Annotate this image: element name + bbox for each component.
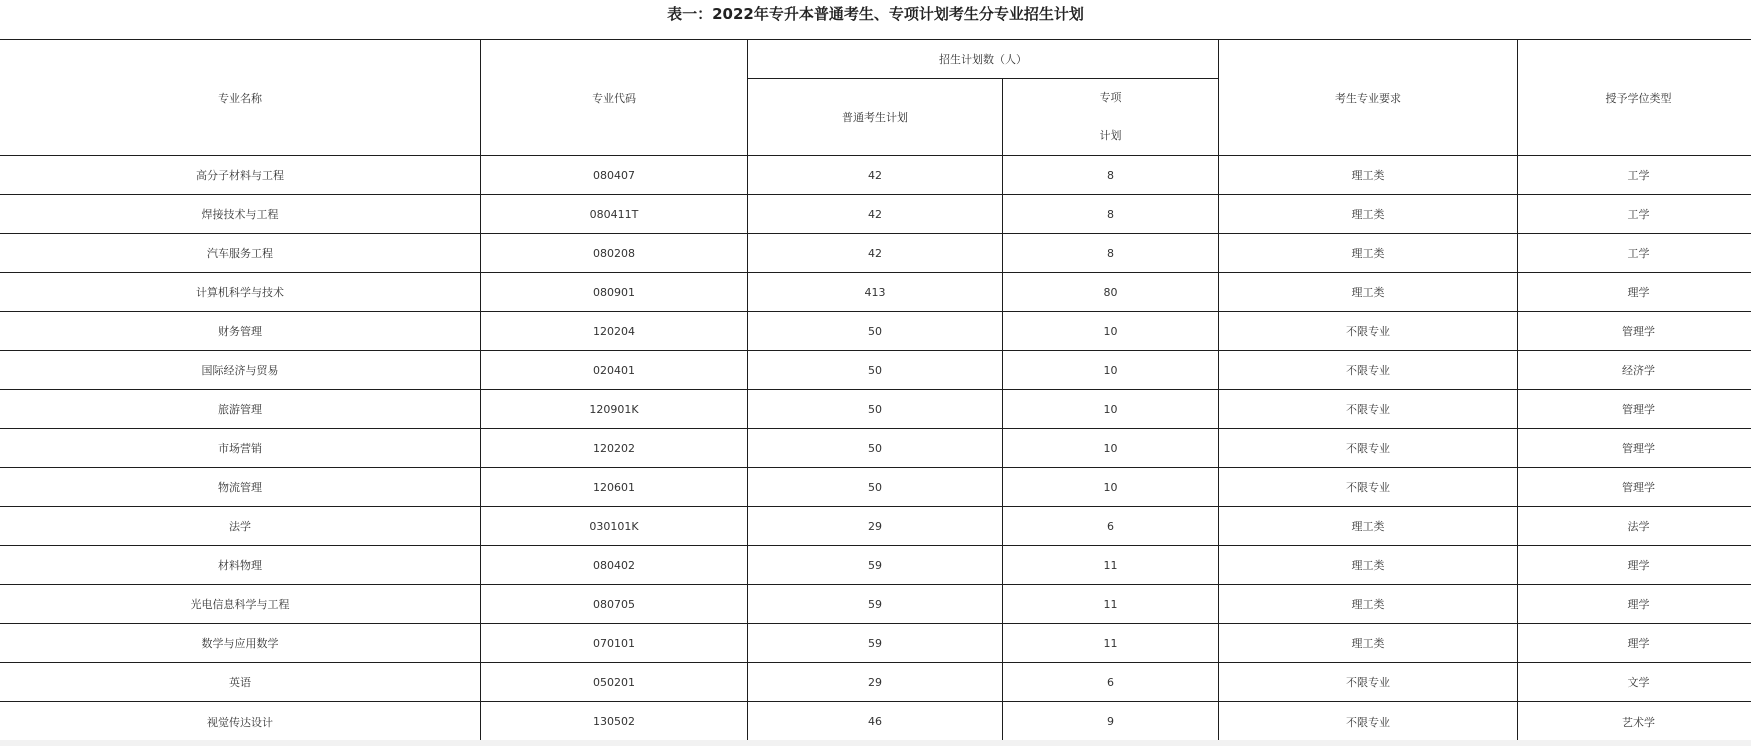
header-special-plan-line2: 计划	[1099, 129, 1122, 142]
cell-requirement: 不限专业	[1219, 312, 1518, 351]
cell-degree-type: 艺术学	[1518, 702, 1751, 741]
cell-degree-type: 管理学	[1518, 312, 1751, 351]
cell-major-code: 080208	[481, 234, 748, 273]
table-row	[0, 702, 1751, 741]
cell-degree-type: 经济学	[1518, 351, 1751, 390]
cell-regular-plan: 59	[748, 624, 1003, 663]
cell-requirement: 理工类	[1219, 507, 1518, 546]
cell-degree-type: 工学	[1518, 234, 1751, 273]
cell-major-code: 080402	[481, 546, 748, 585]
cell-degree-type: 理学	[1518, 546, 1751, 585]
table-row	[0, 546, 1751, 585]
cell-major-name: 财务管理	[0, 312, 481, 351]
cell-requirement: 理工类	[1219, 195, 1518, 234]
cell-major-code: 120601	[481, 468, 748, 507]
cell-major-code: 120202	[481, 429, 748, 468]
cell-regular-plan: 413	[748, 273, 1003, 312]
cell-degree-type: 管理学	[1518, 429, 1751, 468]
cell-requirement: 不限专业	[1219, 663, 1518, 702]
cell-special-plan: 8	[1003, 234, 1219, 273]
cell-requirement: 理工类	[1219, 234, 1518, 273]
cell-major-code: 050201	[481, 663, 748, 702]
cell-major-name: 视觉传达设计	[0, 702, 481, 741]
enrollment-plan-table-container[interactable]	[0, 39, 1751, 740]
cell-major-code: 020401	[481, 351, 748, 390]
cell-major-code: 080411T	[481, 195, 748, 234]
table-row	[0, 390, 1751, 429]
enrollment-plan-table	[0, 39, 1751, 740]
header-plan-group: 招生计划数（人）	[748, 40, 1219, 79]
page-bottom-edge	[0, 740, 1751, 746]
table-body	[0, 156, 1751, 741]
cell-special-plan: 8	[1003, 156, 1219, 195]
cell-special-plan: 10	[1003, 351, 1219, 390]
table-row	[0, 507, 1751, 546]
cell-requirement: 不限专业	[1219, 390, 1518, 429]
cell-special-plan: 10	[1003, 390, 1219, 429]
cell-major-name: 光电信息科学与工程	[0, 585, 481, 624]
cell-regular-plan: 50	[748, 351, 1003, 390]
cell-degree-type: 文学	[1518, 663, 1751, 702]
cell-regular-plan: 46	[748, 702, 1003, 741]
cell-special-plan: 11	[1003, 585, 1219, 624]
cell-regular-plan: 59	[748, 546, 1003, 585]
cell-degree-type: 理学	[1518, 624, 1751, 663]
cell-major-code: 080407	[481, 156, 748, 195]
cell-major-code: 130502	[481, 702, 748, 741]
header-requirement: 考生专业要求	[1219, 40, 1518, 156]
cell-special-plan: 11	[1003, 546, 1219, 585]
page-title: 表一：2022年专升本普通考生、专项计划考生分专业招生计划	[667, 5, 1084, 23]
cell-degree-type: 管理学	[1518, 468, 1751, 507]
table-row	[0, 624, 1751, 663]
cell-requirement: 不限专业	[1219, 429, 1518, 468]
cell-regular-plan: 59	[748, 585, 1003, 624]
table-row	[0, 468, 1751, 507]
header-special-plan-line1: 专项	[1099, 91, 1122, 104]
cell-requirement: 理工类	[1219, 624, 1518, 663]
cell-special-plan: 6	[1003, 507, 1219, 546]
cell-special-plan: 6	[1003, 663, 1219, 702]
table-row	[0, 273, 1751, 312]
cell-degree-type: 法学	[1518, 507, 1751, 546]
cell-regular-plan: 50	[748, 429, 1003, 468]
cell-degree-type: 管理学	[1518, 390, 1751, 429]
cell-major-name: 高分子材料与工程	[0, 156, 481, 195]
cell-major-code: 120901K	[481, 390, 748, 429]
cell-special-plan: 10	[1003, 429, 1219, 468]
cell-special-plan: 80	[1003, 273, 1219, 312]
cell-regular-plan: 29	[748, 663, 1003, 702]
cell-special-plan: 9	[1003, 702, 1219, 741]
table-row	[0, 663, 1751, 702]
cell-major-name: 旅游管理	[0, 390, 481, 429]
cell-major-name: 物流管理	[0, 468, 481, 507]
cell-requirement: 理工类	[1219, 273, 1518, 312]
cell-requirement: 不限专业	[1219, 702, 1518, 741]
cell-major-name: 国际经济与贸易	[0, 351, 481, 390]
cell-major-code: 120204	[481, 312, 748, 351]
cell-requirement: 不限专业	[1219, 468, 1518, 507]
table-row	[0, 195, 1751, 234]
header-major-code: 专业代码	[481, 40, 748, 156]
cell-regular-plan: 50	[748, 390, 1003, 429]
cell-major-name: 焊接技术与工程	[0, 195, 481, 234]
cell-degree-type: 理学	[1518, 273, 1751, 312]
table-row	[0, 234, 1751, 273]
cell-special-plan: 10	[1003, 312, 1219, 351]
cell-requirement: 理工类	[1219, 156, 1518, 195]
header-special-plan	[1003, 79, 1219, 156]
cell-degree-type: 工学	[1518, 156, 1751, 195]
table-row	[0, 585, 1751, 624]
cell-major-code: 080901	[481, 273, 748, 312]
cell-regular-plan: 42	[748, 234, 1003, 273]
table-row	[0, 312, 1751, 351]
cell-major-name: 法学	[0, 507, 481, 546]
cell-requirement: 不限专业	[1219, 351, 1518, 390]
cell-major-name: 英语	[0, 663, 481, 702]
cell-special-plan: 10	[1003, 468, 1219, 507]
cell-special-plan: 8	[1003, 195, 1219, 234]
table-row	[0, 351, 1751, 390]
cell-regular-plan: 29	[748, 507, 1003, 546]
cell-major-name: 数学与应用数学	[0, 624, 481, 663]
header-major-name: 专业名称	[0, 40, 481, 156]
cell-major-code: 070101	[481, 624, 748, 663]
cell-degree-type: 工学	[1518, 195, 1751, 234]
cell-major-code: 080705	[481, 585, 748, 624]
cell-special-plan: 11	[1003, 624, 1219, 663]
cell-requirement: 理工类	[1219, 546, 1518, 585]
cell-major-name: 市场营销	[0, 429, 481, 468]
cell-regular-plan: 50	[748, 468, 1003, 507]
cell-major-name: 材料物理	[0, 546, 481, 585]
cell-regular-plan: 42	[748, 195, 1003, 234]
cell-regular-plan: 42	[748, 156, 1003, 195]
table-row	[0, 429, 1751, 468]
cell-major-name: 计算机科学与技术	[0, 273, 481, 312]
cell-requirement: 理工类	[1219, 585, 1518, 624]
table-row	[0, 156, 1751, 195]
cell-regular-plan: 50	[748, 312, 1003, 351]
header-regular-plan: 普通考生计划	[748, 79, 1003, 156]
cell-major-name: 汽车服务工程	[0, 234, 481, 273]
header-degree-type: 授予学位类型	[1518, 40, 1751, 156]
cell-major-code: 030101K	[481, 507, 748, 546]
cell-degree-type: 理学	[1518, 585, 1751, 624]
